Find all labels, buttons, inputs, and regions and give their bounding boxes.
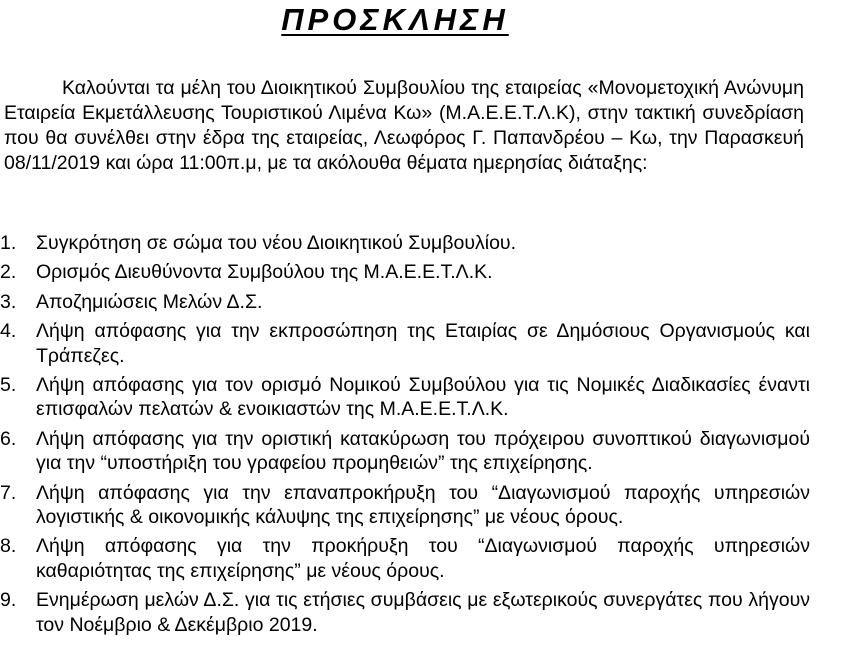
agenda-item-2: [0, 260, 810, 284]
agenda-item-text: Λήψη απόφασης για την επαναπροκήρυξη του “Διαγωνισμού παροχής υπηρεσιών λογιστικής & οικονομικής κάλυψης της επιχείρησης” με νέους όρους.: [36, 481, 810, 529]
agenda-list: [0, 231, 810, 642]
agenda-item-number: 9.: [0, 589, 17, 612]
agenda-item-number: 3.: [0, 290, 17, 313]
agenda-item-text: Ορισμός Διευθύνοντα Συμβούλου της Μ.Α.Ε.Ε.Τ.Λ.Κ.: [36, 261, 493, 284]
agenda-item-text: Συγκρότηση σε σώμα του νέου Διοικητικού Συμβουλίου.: [36, 232, 516, 254]
agenda-item-number: 1.: [0, 232, 17, 254]
agenda-item-text: Λήψη απόφασης για την προκήρυξη του “Διαγωνισμού παροχής υπηρεσιών καθαριότητας της επιχείρησης” με νέους όρους.: [36, 535, 810, 582]
agenda-item-3: [0, 290, 810, 314]
agenda-item-number: 4.: [0, 320, 17, 343]
intro-paragraph: Καλούνται τα μέλη του Διοικητικού Συμβουλίου της εταιρείας «Μονομετοχική Ανώνυμη Εταιρεία Εκμετάλλευσης Τουριστικού Λιμένα Κω» (Μ.Α.Ε.Ε.Τ.Λ.Κ), στην τακτική συνεδρίαση που θα συνέλθει στην έδρα της εταιρείας, Λεωφόρος Γ. Παπανδρέου – Κω, την Παρασκευή 08/11/2019 και ώρα 11:00π.μ, με τα ακόλουθα θέματα ημερησίας διάταξης:: [4, 77, 804, 174]
agenda-item-text: Λήψη απόφασης για την εκπροσώπηση της Εταιρίας σε Δημόσιους Οργανισμούς και Τράπεζες.: [36, 320, 810, 367]
agenda-item-4: [0, 319, 810, 368]
agenda-item-6: [0, 427, 810, 476]
agenda-item-text: Λήψη απόφασης για την οριστική κατακύρωση του πρόχειρου συνοπτικού διαγωνισμού για την “υποστήριξη του γραφείου προμηθειών” της επιχείρησης.: [36, 427, 810, 475]
page-title: ΠΡΟΣΚΛΗΣΗ: [281, 2, 509, 37]
agenda-item-number: 5.: [0, 374, 17, 397]
agenda-item-5: [0, 373, 810, 422]
agenda-item-number: 8.: [0, 535, 17, 558]
agenda-item-number: 2.: [0, 261, 17, 284]
agenda-item-number: 6.: [0, 427, 17, 450]
agenda-item-number: 7.: [0, 481, 17, 504]
agenda-item-1: [0, 231, 810, 255]
agenda-item-text: Αποζημιώσεις Μελών Δ.Σ.: [36, 290, 263, 313]
agenda-item-8: [0, 534, 810, 583]
agenda-item-7: [0, 481, 810, 530]
agenda-item-9: [0, 588, 810, 637]
agenda-item-text: Λήψη απόφασης για τον ορισμό Νομικού Συμβούλου για τις Νομικές Διαδικασίες έναντι επισφαλών πελατών & ενοικιαστών της Μ.Α.Ε.Ε.Τ.Λ.Κ.: [36, 374, 810, 421]
agenda-item-text: Ενημέρωση μελών Δ.Σ. για τις ετήσιες συμβάσεις με εξωτερικούς συνεργάτες που λήγουν τον Νοέμβριο & Δεκέμβριο 2019.: [36, 589, 810, 636]
